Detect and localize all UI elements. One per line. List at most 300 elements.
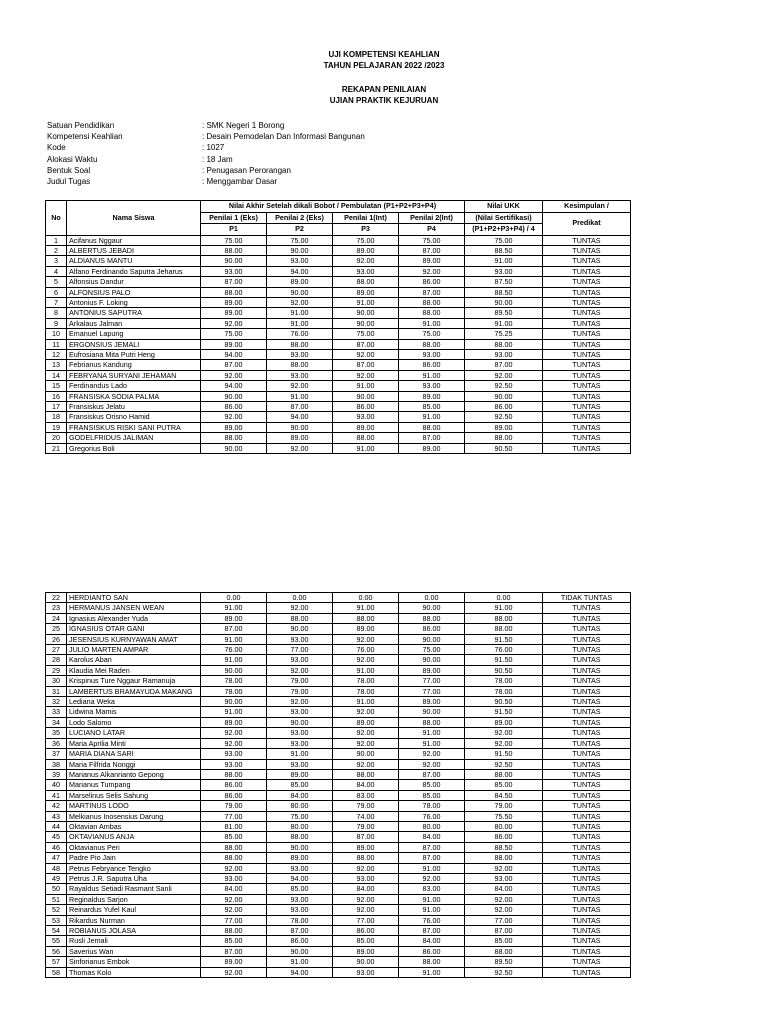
score-p1: 85.00 [201, 832, 267, 842]
conclusion: TUNTAS [543, 370, 631, 380]
score-p4: 86.00 [399, 624, 465, 634]
ukk-score: 88.00 [465, 624, 543, 634]
ukk-score: 78.00 [465, 686, 543, 696]
student-name: Maria Aprilia Minti [67, 738, 201, 748]
table-row [46, 256, 631, 266]
score-p1: 77.00 [201, 811, 267, 821]
score-p3: 92.00 [333, 349, 399, 359]
row-number: 5 [46, 277, 67, 287]
conclusion: TUNTAS [543, 832, 631, 842]
conclusion: TUNTAS [543, 634, 631, 644]
table-row [46, 277, 631, 287]
ukk-score: 87.00 [465, 926, 543, 936]
conclusion: TUNTAS [543, 277, 631, 287]
row-number: 6 [46, 287, 67, 297]
info-label: Kompetensi Keahlian [47, 132, 123, 142]
score-p2: 91.00 [267, 308, 333, 318]
score-p1: 90.00 [201, 391, 267, 401]
row-number: 53 [46, 915, 67, 925]
score-p3: 86.00 [333, 926, 399, 936]
info-label: Satuan Pendidikan [47, 121, 115, 130]
student-name: Reinardus Yufel Kaul [67, 905, 201, 915]
ukk-score: 88.00 [465, 433, 543, 443]
conclusion: TUNTAS [543, 676, 631, 686]
score-p4: 88.00 [399, 717, 465, 727]
score-p1: 92.00 [201, 370, 267, 380]
score-p1: 90.00 [201, 256, 267, 266]
score-p3: 90.00 [333, 749, 399, 759]
ukk-score: 78.00 [465, 676, 543, 686]
table-row [46, 339, 631, 349]
conclusion: TUNTAS [543, 402, 631, 412]
score-p4: 93.00 [399, 381, 465, 391]
info-value: : Desain Pemodelan Dan Informasi Bangunan [202, 132, 365, 142]
score-p2: 92.00 [267, 381, 333, 391]
score-p4: 89.00 [399, 697, 465, 707]
student-name: LUCIANO LATAR [67, 728, 201, 738]
conclusion: TUNTAS [543, 759, 631, 769]
score-p2: 94.00 [267, 967, 333, 977]
title-line-1: UJI KOMPETENSI KEAHLIAN [328, 50, 440, 59]
score-p2: 92.00 [267, 697, 333, 707]
score-p2: 92.00 [267, 443, 333, 453]
ukk-score: 91.50 [465, 655, 543, 665]
score-p4: 89.00 [399, 443, 465, 453]
row-number: 33 [46, 707, 67, 717]
table-row [46, 790, 631, 800]
student-name: IGNASIUS OTAR GANI [67, 624, 201, 634]
col-header-p2-code: P2 [267, 224, 333, 236]
score-p3: 92.00 [333, 759, 399, 769]
score-p2: 78.00 [267, 915, 333, 925]
col-header-p3: Penilai 1(Int) [333, 212, 399, 224]
score-p1: 91.00 [201, 655, 267, 665]
ukk-score: 76.00 [465, 645, 543, 655]
score-p3: 89.00 [333, 842, 399, 852]
score-table-part-1 [45, 200, 631, 454]
ukk-score: 86.00 [465, 402, 543, 412]
ukk-score: 89.00 [465, 717, 543, 727]
conclusion: TUNTAS [543, 360, 631, 370]
score-p4: 75.00 [399, 329, 465, 339]
table-row [46, 412, 631, 422]
score-p2: 0.00 [267, 593, 333, 603]
table-row [46, 593, 631, 603]
table-row [46, 707, 631, 717]
conclusion: TUNTAS [543, 329, 631, 339]
score-p1: 92.00 [201, 967, 267, 977]
score-p4: 91.00 [399, 728, 465, 738]
student-name: ALDIANUS MANTU [67, 256, 201, 266]
ukk-score: 87.00 [465, 360, 543, 370]
conclusion: TIDAK TUNTAS [543, 593, 631, 603]
score-p2: 87.00 [267, 402, 333, 412]
score-p1: 90.00 [201, 443, 267, 453]
student-name: FRANSISKUS RISKI SANI PUTRA [67, 422, 201, 432]
score-p1: 93.00 [201, 759, 267, 769]
score-p1: 79.00 [201, 801, 267, 811]
score-p2: 89.00 [267, 769, 333, 779]
score-p1: 87.00 [201, 277, 267, 287]
row-number: 38 [46, 759, 67, 769]
row-number: 3 [46, 256, 67, 266]
score-p2: 93.00 [267, 759, 333, 769]
score-p2: 80.00 [267, 821, 333, 831]
score-p3: 78.00 [333, 686, 399, 696]
score-p1: 87.00 [201, 624, 267, 634]
table-row [46, 946, 631, 956]
conclusion: TUNTAS [543, 946, 631, 956]
table-row [46, 287, 631, 297]
student-name: ALFONSIUS PALO [67, 287, 201, 297]
student-name: Sinforianus Embok [67, 957, 201, 967]
score-p1: 84.00 [201, 884, 267, 894]
conclusion: TUNTAS [543, 603, 631, 613]
score-p1: 87.00 [201, 946, 267, 956]
row-number: 51 [46, 894, 67, 904]
table-row [46, 759, 631, 769]
table-body [46, 593, 631, 978]
ukk-score: 77.00 [465, 915, 543, 925]
score-p4: 87.00 [399, 842, 465, 852]
score-p1: 88.00 [201, 853, 267, 863]
row-number: 19 [46, 422, 67, 432]
score-p2: 90.00 [267, 245, 333, 255]
table-row [46, 811, 631, 821]
ukk-score: 85.00 [465, 936, 543, 946]
score-p1: 86.00 [201, 790, 267, 800]
conclusion: TUNTAS [543, 894, 631, 904]
score-p1: 92.00 [201, 728, 267, 738]
table-row [46, 665, 631, 675]
score-p1: 94.00 [201, 349, 267, 359]
info-block [47, 120, 365, 187]
score-p4: 85.00 [399, 402, 465, 412]
table-row [46, 936, 631, 946]
score-p2: 77.00 [267, 645, 333, 655]
ukk-score: 0.00 [465, 593, 543, 603]
score-p2: 90.00 [267, 946, 333, 956]
score-p4: 77.00 [399, 686, 465, 696]
score-p1: 89.00 [201, 339, 267, 349]
table-row [46, 235, 631, 245]
row-number: 45 [46, 832, 67, 842]
ukk-score: 91.00 [465, 256, 543, 266]
score-p3: 92.00 [333, 370, 399, 380]
row-number: 40 [46, 780, 67, 790]
score-p3: 92.00 [333, 905, 399, 915]
student-name: Arkalaus Jalman [67, 318, 201, 328]
conclusion: TUNTAS [543, 697, 631, 707]
score-p4: 85.00 [399, 780, 465, 790]
table-row [46, 905, 631, 915]
student-name: Petrus Febryance Tengko [67, 863, 201, 873]
score-p4: 89.00 [399, 256, 465, 266]
student-name: Alfano Ferdinando Saputra Jeharus [67, 266, 201, 276]
score-p2: 91.00 [267, 318, 333, 328]
row-number: 1 [46, 235, 67, 245]
score-p3: 88.00 [333, 769, 399, 779]
table-row [46, 318, 631, 328]
col-header-p1-code: P1 [201, 224, 267, 236]
conclusion: TUNTAS [543, 936, 631, 946]
score-p3: 84.00 [333, 780, 399, 790]
score-p4: 88.00 [399, 613, 465, 623]
conclusion: TUNTAS [543, 235, 631, 245]
title-line-4: UJIAN PRAKTIK KEJURUAN [329, 96, 439, 105]
student-name: Emanuel Lapung [67, 329, 201, 339]
row-number: 12 [46, 349, 67, 359]
info-value: : SMK Negeri 1 Borong [202, 121, 285, 130]
conclusion: TUNTAS [543, 318, 631, 328]
row-number: 35 [46, 728, 67, 738]
student-name: Oktavianus Peri [67, 842, 201, 852]
conclusion: TUNTAS [543, 915, 631, 925]
row-number: 11 [46, 339, 67, 349]
score-p4: 87.00 [399, 287, 465, 297]
score-p2: 93.00 [267, 655, 333, 665]
row-number: 54 [46, 926, 67, 936]
score-p1: 89.00 [201, 717, 267, 727]
score-p3: 89.00 [333, 946, 399, 956]
student-name: Ferdinandus Lado [67, 381, 201, 391]
table-row [46, 360, 631, 370]
conclusion: TUNTAS [543, 655, 631, 665]
row-number: 14 [46, 370, 67, 380]
conclusion: TUNTAS [543, 863, 631, 873]
student-name: ROBIANUS JOLASA [67, 926, 201, 936]
row-number: 30 [46, 676, 67, 686]
table-row [46, 769, 631, 779]
table-row [46, 728, 631, 738]
conclusion: TUNTAS [543, 967, 631, 977]
score-p4: 91.00 [399, 738, 465, 748]
row-number: 42 [46, 801, 67, 811]
score-p3: 91.00 [333, 381, 399, 391]
table-row [46, 603, 631, 613]
ukk-score: 88.00 [465, 769, 543, 779]
row-number: 9 [46, 318, 67, 328]
score-p3: 88.00 [333, 613, 399, 623]
table-row [46, 717, 631, 727]
score-p4: 75.00 [399, 235, 465, 245]
student-name: Rikardus Nurman [67, 915, 201, 925]
score-p4: 91.00 [399, 318, 465, 328]
score-p4: 87.00 [399, 769, 465, 779]
score-p4: 89.00 [399, 665, 465, 675]
conclusion: TUNTAS [543, 905, 631, 915]
ukk-score: 87.50 [465, 277, 543, 287]
score-p1: 89.00 [201, 422, 267, 432]
table-row [46, 613, 631, 623]
conclusion: TUNTAS [543, 443, 631, 453]
conclusion: TUNTAS [543, 821, 631, 831]
score-p1: 92.00 [201, 738, 267, 748]
score-p3: 76.00 [333, 645, 399, 655]
student-name: Thomas Kolo [67, 967, 201, 977]
score-p1: 78.00 [201, 676, 267, 686]
col-header-no: No [46, 201, 67, 236]
score-p4: 88.00 [399, 297, 465, 307]
score-p1: 89.00 [201, 957, 267, 967]
row-number: 36 [46, 738, 67, 748]
score-p4: 93.00 [399, 349, 465, 359]
ukk-score: 88.50 [465, 245, 543, 255]
student-name: Marianus Alkanrianto Gepong [67, 769, 201, 779]
score-p3: 83.00 [333, 790, 399, 800]
row-number: 39 [46, 769, 67, 779]
score-p2: 84.00 [267, 790, 333, 800]
table-row [46, 967, 631, 977]
info-row [47, 120, 365, 131]
score-p1: 91.00 [201, 634, 267, 644]
score-p2: 90.00 [267, 717, 333, 727]
score-p2: 79.00 [267, 676, 333, 686]
student-name: Rusli Jemali [67, 936, 201, 946]
ukk-score: 79.00 [465, 801, 543, 811]
score-p3: 85.00 [333, 936, 399, 946]
ukk-score: 91.00 [465, 318, 543, 328]
conclusion: TUNTAS [543, 707, 631, 717]
score-p2: 93.00 [267, 894, 333, 904]
score-p3: 92.00 [333, 894, 399, 904]
score-p2: 86.00 [267, 936, 333, 946]
score-p2: 88.00 [267, 613, 333, 623]
score-p1: 89.00 [201, 613, 267, 623]
info-label: Bentuk Soal [47, 165, 91, 175]
row-number: 29 [46, 665, 67, 675]
info-label: Alokasi Waktu [47, 154, 98, 164]
ukk-score: 92.00 [465, 863, 543, 873]
score-p3: 89.00 [333, 624, 399, 634]
score-p3: 87.00 [333, 832, 399, 842]
info-label: Judul Tugas [47, 177, 91, 187]
student-name: ERGONSIUS JEMALI [67, 339, 201, 349]
student-name: Padre Pio Jain [67, 853, 201, 863]
score-p3: 86.00 [333, 402, 399, 412]
conclusion: TUNTAS [543, 665, 631, 675]
row-number: 7 [46, 297, 67, 307]
table-row [46, 381, 631, 391]
score-p3: 74.00 [333, 811, 399, 821]
score-p2: 75.00 [267, 235, 333, 245]
score-p1: 76.00 [201, 645, 267, 655]
score-p3: 90.00 [333, 308, 399, 318]
ukk-score: 90.50 [465, 443, 543, 453]
score-p4: 91.00 [399, 863, 465, 873]
score-p3: 90.00 [333, 391, 399, 401]
ukk-score: 75.25 [465, 329, 543, 339]
ukk-score: 91.00 [465, 603, 543, 613]
score-p2: 93.00 [267, 728, 333, 738]
score-p3: 89.00 [333, 287, 399, 297]
info-row [47, 154, 365, 165]
score-p4: 90.00 [399, 603, 465, 613]
score-p4: 92.00 [399, 759, 465, 769]
score-p2: 92.00 [267, 297, 333, 307]
score-p4: 90.00 [399, 655, 465, 665]
col-header-p4: Penilai 2(Int) [399, 212, 465, 224]
score-p3: 92.00 [333, 634, 399, 644]
score-p2: 76.00 [267, 329, 333, 339]
score-p1: 78.00 [201, 686, 267, 696]
info-value: : 1027 [202, 143, 225, 153]
student-name: LAMBERTUS BRAMAYUDA MAKANG [67, 686, 201, 696]
conclusion: TUNTAS [543, 738, 631, 748]
score-p2: 94.00 [267, 873, 333, 883]
table-row [46, 308, 631, 318]
score-p3: 88.00 [333, 853, 399, 863]
row-number: 47 [46, 853, 67, 863]
row-number: 20 [46, 433, 67, 443]
score-p3: 92.00 [333, 728, 399, 738]
score-p1: 93.00 [201, 873, 267, 883]
score-p1: 75.00 [201, 235, 267, 245]
conclusion: TUNTAS [543, 790, 631, 800]
score-p4: 91.00 [399, 370, 465, 380]
ukk-score: 92.00 [465, 894, 543, 904]
score-p2: 94.00 [267, 266, 333, 276]
col-header-kes-1: Kesimpulan / [543, 201, 631, 213]
conclusion: TUNTAS [543, 780, 631, 790]
score-p4: 80.00 [399, 821, 465, 831]
row-number: 2 [46, 245, 67, 255]
row-number: 48 [46, 863, 67, 873]
col-header-p3-code: P3 [333, 224, 399, 236]
col-header-p1: Penilai 1 (Eks) [201, 212, 267, 224]
conclusion: TUNTAS [543, 645, 631, 655]
student-name: HERDIANTO SAN [67, 593, 201, 603]
score-p4: 91.00 [399, 905, 465, 915]
score-p2: 93.00 [267, 738, 333, 748]
score-p4: 86.00 [399, 360, 465, 370]
title-line-3: REKAPAN PENILAIAN [341, 85, 427, 94]
student-name: JESENSIUS KURNYAWAN AMAT [67, 634, 201, 644]
score-p2: 92.00 [267, 603, 333, 613]
conclusion: TUNTAS [543, 926, 631, 936]
score-p2: 93.00 [267, 256, 333, 266]
score-p4: 88.00 [399, 957, 465, 967]
student-name: MARIA DIANA SARI [67, 749, 201, 759]
score-p2: 93.00 [267, 634, 333, 644]
score-p4: 91.00 [399, 894, 465, 904]
score-p4: 90.00 [399, 634, 465, 644]
row-number: 37 [46, 749, 67, 759]
score-p3: 91.00 [333, 443, 399, 453]
col-header-ukk-1: Nilai UKK [465, 201, 543, 213]
ukk-score: 85.00 [465, 780, 543, 790]
row-number: 43 [46, 811, 67, 821]
table-row [46, 873, 631, 883]
score-p4: 87.00 [399, 926, 465, 936]
table-row [46, 853, 631, 863]
student-name: HERMANUS JANSEN WEAN [67, 603, 201, 613]
score-p2: 79.00 [267, 686, 333, 696]
score-p1: 89.00 [201, 297, 267, 307]
score-p4: 89.00 [399, 391, 465, 401]
score-p2: 91.00 [267, 391, 333, 401]
score-p2: 90.00 [267, 624, 333, 634]
table-row [46, 801, 631, 811]
student-name: GODELFRIDUS JALIMAN [67, 433, 201, 443]
conclusion: TUNTAS [543, 256, 631, 266]
table-row [46, 402, 631, 412]
score-p2: 93.00 [267, 707, 333, 717]
table-row [46, 926, 631, 936]
col-header-nama: Nama Siswa [67, 201, 201, 236]
ukk-score: 93.00 [465, 873, 543, 883]
conclusion: TUNTAS [543, 957, 631, 967]
